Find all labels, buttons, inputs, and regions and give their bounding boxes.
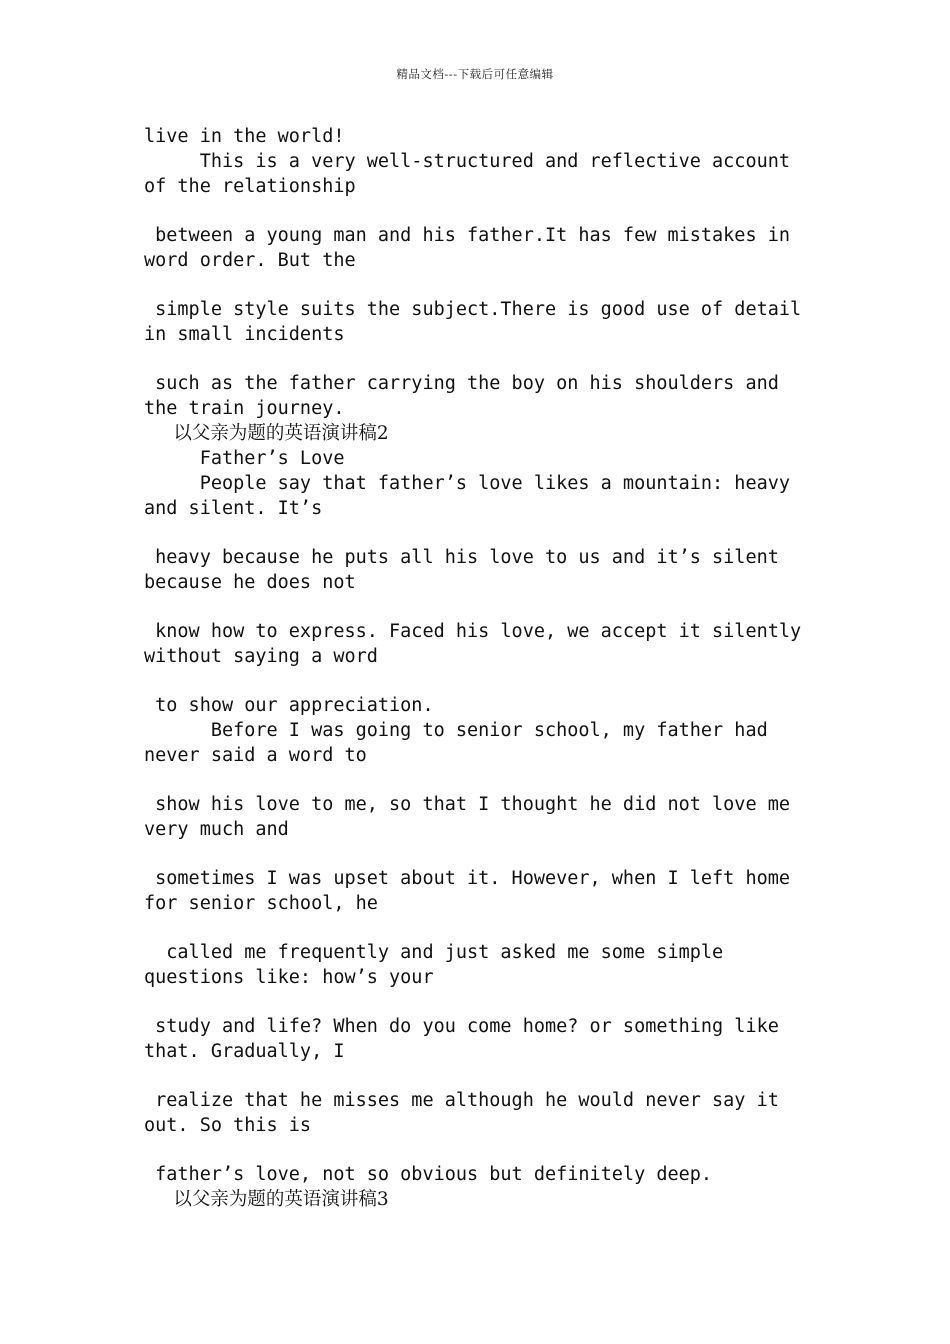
- text-line: study and life? When do you come home? or something like: [144, 1016, 779, 1037]
- text-line: This is a very well-structured and reflective account: [144, 151, 791, 172]
- text-line: live in the world!: [144, 126, 345, 147]
- text-line: simple style suits the subject.There is good use of detail: [144, 299, 802, 320]
- text-line: know how to express. Faced his love, we accept it silently: [144, 621, 802, 642]
- spacer: [144, 347, 808, 371]
- text-line: never said a word to: [144, 745, 367, 766]
- spacer: [144, 669, 808, 693]
- text-line: show his love to me, so that I thought he did not love me: [144, 794, 791, 815]
- text-line: very much and: [144, 819, 289, 840]
- page-header: 精品文档---下载后可任意编辑: [396, 67, 554, 81]
- text-line: for senior school, he: [144, 893, 378, 914]
- text-line: that. Gradually, I: [144, 1041, 345, 1062]
- text-line: questions like: how’s your: [144, 967, 434, 988]
- text-line: heavy because he puts all his love to us and it’s silent: [144, 547, 779, 568]
- text-line: realize that he misses me although he would never say it: [144, 1090, 779, 1111]
- spacer: [144, 842, 808, 866]
- spacer: [144, 768, 808, 792]
- text-line: because he does not: [144, 572, 356, 593]
- text-line: out. So this is: [144, 1115, 312, 1136]
- text-line: called me frequently and just asked me some simple: [144, 942, 724, 963]
- spacer: [144, 990, 808, 1014]
- spacer: [144, 273, 808, 297]
- spacer: [144, 1064, 808, 1088]
- text-line: between a young man and his father.It has few mistakes in: [144, 225, 791, 246]
- spacer: [144, 595, 808, 619]
- text-line: without saying a word: [144, 646, 378, 667]
- text-line: word order. But the: [144, 250, 356, 271]
- essay-title: Father’s Love: [144, 448, 345, 469]
- text-line: to show our appreciation.: [144, 695, 434, 716]
- text-line: Before I was going to senior school, my father had: [144, 720, 768, 741]
- spacer: [144, 1138, 808, 1162]
- spacer: [144, 521, 808, 545]
- text-line: People say that father’s love likes a mountain: heavy: [144, 473, 791, 494]
- text-line: the train journey.: [144, 398, 345, 419]
- spacer: [144, 199, 808, 223]
- text-line: such as the father carrying the boy on his shoulders and: [144, 373, 779, 394]
- text-line: in small incidents: [144, 324, 345, 345]
- text-line: sometimes I was upset about it. However, when I left home: [144, 868, 791, 889]
- document-body: [144, 124, 808, 1212]
- text-line: of the relationship: [144, 176, 356, 197]
- text-line: father’s love, not so obvious but definitely deep.: [144, 1164, 713, 1185]
- section-heading: 以父亲为题的英语演讲稿2: [144, 423, 389, 444]
- section-heading: 以父亲为题的英语演讲稿3: [144, 1189, 389, 1210]
- spacer: [144, 916, 808, 940]
- text-line: and silent. It’s: [144, 498, 323, 519]
